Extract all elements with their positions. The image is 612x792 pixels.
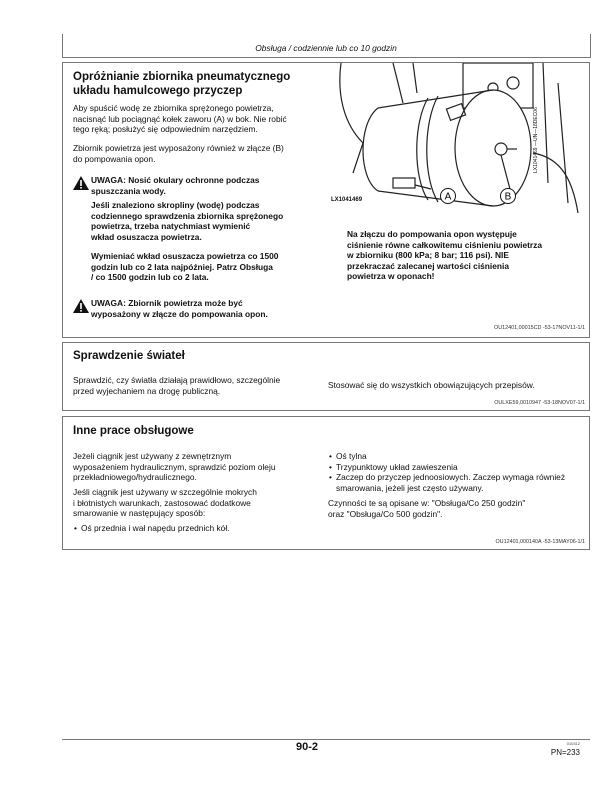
document-code: OULXE59,0010947 -53-18NOV07-1/1	[494, 400, 585, 406]
warning-body: Jeśli znaleziono skropliny (wodę) podczas codziennego sprawdzenia zbiornika sprężonego powietrza, trzeba natychmiast wymienić wkład osuszacza powietrza.	[91, 200, 284, 242]
section-drain-air-tank	[62, 62, 590, 338]
document-code: OU12401,00015CD -53-17NOV11-1/1	[494, 325, 585, 331]
header-rule	[62, 57, 590, 58]
callout-b	[499, 187, 517, 205]
paragraph: Sprawdzić, czy światła działają prawidłowo, szczególnie przed wyjechaniem na drogę publiczną.	[73, 375, 281, 396]
section-title: Opróżnianie zbiornika pneumatycznego układu hamulcowego przyczep	[73, 71, 291, 97]
paragraph: Aby spuścić wodę ze zbiornika sprężonego powietrza, nacisnąć lub pociągnąć kołek zaworu (A) w bok. Nie robić tego ręką; posłużyć się odpowiednim narzędziem.	[73, 103, 287, 135]
air-tank-illustration	[333, 63, 583, 213]
warning-text: UWAGA: Zbiornik powietrza może być wyposażony w złącze do pompowania opon.	[91, 298, 268, 319]
paragraph: Stosować się do wszystkich obowiązujących przepisów.	[328, 380, 535, 390]
bullet-list	[328, 451, 568, 493]
paragraph: Zbiornik powietrza jest wyposażony również w złącze (B) do pompowania opon.	[73, 143, 284, 164]
document-code: OU12401,000140A -53-13MAY06-1/1	[495, 539, 585, 545]
section-check-lights	[62, 342, 590, 411]
running-header: Obsługa / codziennie lub co 10 godzin	[255, 43, 397, 53]
pressure-note: Na złączu do pompowania opon występuje ciśnienie równe całkowitemu ciśnieniu powietrza w zbiorniku (800 kPa; 8 bar; 116 psi). NIE przekraczać zalecanej wartości ciśnienia powietrza w oponach!	[347, 229, 543, 282]
paragraph: Jeżeli ciągnik jest używany z zewnętrznym wyposażeniem hydraulicznym, sprawdzić poziom oleju przekładniowego/hydraulicznego.	[73, 451, 276, 483]
callout-a	[439, 187, 457, 205]
list-item: • Trzypunktowy układ zawieszenia	[328, 462, 568, 473]
section-other-maintenance	[62, 416, 590, 550]
page-number: 90-2	[296, 741, 319, 753]
list-item: • Zaczep do przyczep jednoosiowych. Zaczep wymaga również smarowania, jeżeli jest często używany.	[328, 472, 568, 493]
bullet-list	[73, 523, 230, 534]
warning-text: UWAGA: Nosić okulary ochronne podczas spuszczania wody.	[91, 175, 260, 196]
footer-small-code: 010312	[566, 741, 580, 746]
list-item: • Oś przednia i wał napędu przednich kół.	[73, 523, 230, 534]
part-number: PN=233	[550, 748, 580, 757]
warning-triangle-icon	[73, 299, 89, 313]
section-title: Sprawdzenie świateł	[73, 350, 185, 362]
border-right	[590, 34, 591, 58]
svg-text:A: A	[444, 191, 452, 203]
svg-text:B: B	[504, 191, 512, 203]
paragraph: Czynności te są opisane w: "Obsługa/Co 250 godzin" oraz "Obsługa/Co 500 godzin".	[328, 498, 526, 519]
section-title: Inne prace obsługowe	[73, 425, 194, 437]
list-item: • Oś tylna	[328, 451, 568, 462]
warning-body: Wymieniać wkład osuszacza powietrza co 1500 godzin lub co 2 lata najpóźniej. Patrz Obsługa / co 1500 godzin lub co 2 lata.	[91, 251, 279, 283]
footer-rule	[62, 739, 590, 740]
figure-label: LX1041469	[331, 197, 363, 203]
figure-side-label: LX1041469 —UN—18DEC06	[533, 107, 539, 173]
warning-triangle-icon	[73, 176, 89, 190]
paragraph: Jeśli ciągnik jest używany w szczególnie mokrych i błotnistych warunkach, zastosować dodatkowe smarowanie w następujący sposób:	[73, 487, 257, 519]
